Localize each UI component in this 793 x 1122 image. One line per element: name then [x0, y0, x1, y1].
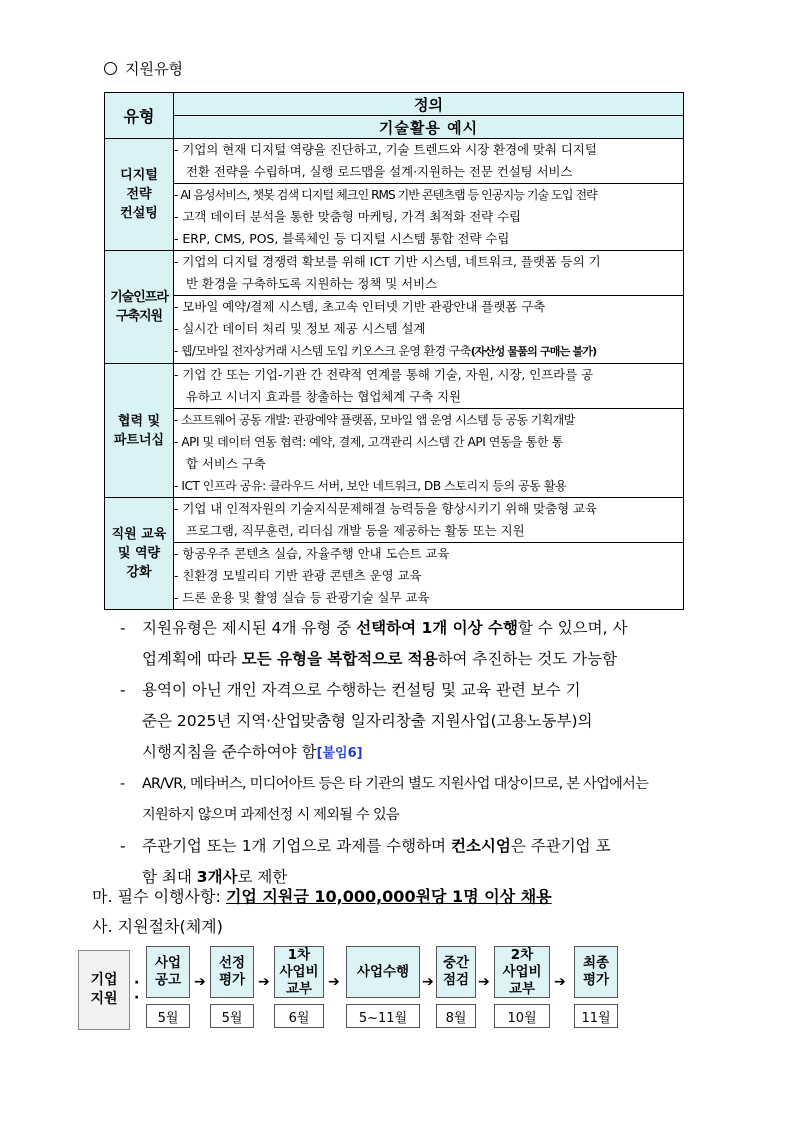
type-name: 디지털 전략 컨설팅	[105, 139, 174, 251]
header-type: 유형	[105, 93, 174, 139]
table-row	[105, 498, 684, 543]
table-row	[105, 251, 684, 296]
header-examples: 기술활용 예시	[174, 116, 684, 139]
procedure-heading: 사. 지원절차(체계)	[92, 917, 223, 936]
step-label: 중간 점검	[436, 946, 476, 998]
example-item: - ICT 인프라 공유: 클라우드 서버, 보안 네트워크, DB 스토리지 등의 공동 활용	[174, 479, 567, 493]
required-obligation: 마. 필수 이행사항: 기업 지원금 10,000,000원당 1명 이상 채용	[92, 887, 552, 906]
step-label: 선정 평가	[210, 946, 254, 998]
flow-step	[574, 946, 618, 1028]
step-label: 1차 사업비 교부	[274, 946, 324, 998]
flow-dots: · ·	[134, 975, 140, 1006]
arrow-right-icon: ➔	[258, 974, 270, 990]
step-label: 사업 공고	[146, 946, 190, 998]
type-definition: - 기업의 현재 디지털 역량을 진단하고, 기술 트렌드와 시장 환경에 맞춰 디지털 전환 전략을 수립하며, 실행 로드맵을 설계·지원하는 전문 컨설팅 서비스	[174, 139, 684, 184]
type-definition: - 기업의 디지털 경쟁력 확보를 위해 ICT 기반 시스템, 네트워크, 플랫폼 등의 기 반 환경을 구축하도록 지원하는 정책 및 서비스	[174, 251, 684, 296]
type-examples	[174, 296, 684, 364]
example-item: - 고객 데이터 분석을 통한 맞춤형 마케팅, 가격 최적화 전략 수립	[174, 209, 522, 224]
type-name: 기술인프라 구축지원	[105, 251, 174, 364]
arrow-right-icon: ➔	[554, 974, 566, 990]
example-item: 합 서비스 구축	[186, 456, 266, 471]
note-item: - 용역이 아닌 개인 자격으로 수행하는 컨설팅 및 교육 관련 보수 기 준은 2025년 지역·산업맞춤형 일자리창출 지원사업(고용노동부)의 시행지침을 준수하여야 함[붙임6]	[120, 681, 593, 761]
step-month: 5~11월	[346, 1004, 420, 1028]
arrow-right-icon: ➔	[194, 974, 206, 990]
example-item: - 드론 운용 및 촬영 실습 등 관광기술 실무 교육	[174, 590, 430, 605]
table-row	[105, 139, 684, 184]
arrow-right-icon: ➔	[478, 974, 490, 990]
flow-step	[274, 946, 324, 1028]
type-examples	[174, 184, 684, 251]
procedure-flow	[78, 946, 623, 1034]
note-item: - 주관기업 또는 1개 기업으로 과제를 수행하며 컨소시엄은 주관기업 포 함 최대 3개사로 제한	[120, 837, 611, 886]
support-type-table	[104, 92, 684, 610]
example-item: - 소프트웨어 공동 개발: 관광예약 플랫폼, 모바일 앱 운영 시스템 등 공동 기획개발	[174, 413, 575, 427]
type-definition: - 기업 간 또는 기업-기관 간 전략적 연계를 통해 기술, 자원, 시장, 인프라를 공 유하고 시너지 효과를 창출하는 협업체계 구축 지원	[174, 364, 684, 409]
appendix-reference: [붙임6]	[316, 746, 363, 761]
step-month: 10월	[494, 1004, 550, 1028]
type-examples	[174, 543, 684, 610]
arrow-right-icon: ➔	[328, 974, 340, 990]
example-item: - 항공우주 콘텐츠 실습, 자율주행 안내 도슨트 교육	[174, 546, 450, 561]
flow-step	[346, 946, 420, 1028]
step-month: 5월	[210, 1004, 254, 1028]
table-row	[105, 364, 684, 409]
step-label: 사업수행	[346, 946, 420, 998]
step-month: 6월	[274, 1004, 324, 1028]
flow-start-box: 기업 지원	[78, 950, 130, 1030]
type-definition: - 기업 내 인적자원의 기술지식문제해결 능력등을 향상시키기 위해 맞춤형 교육 프로그램, 직무훈련, 리더십 개발 등을 제공하는 활동 또는 지원	[174, 498, 684, 543]
arrow-right-icon: ➔	[422, 974, 434, 990]
step-label: 2차 사업비 교부	[494, 946, 550, 998]
example-item: - AI 음성서비스, 챗봇 검색 디지털 체크인 RMS 기반 콘텐츠랩 등 인공지능 기술 도입 전략	[174, 188, 597, 202]
note-item: - 지원유형은 제시된 4개 유형 중 선택하여 1개 이상 수행할 수 있으며, 사 업계획에 따라 모든 유형을 복합적으로 적용하여 추진하는 것도 가능함	[120, 619, 628, 668]
example-item: - 실시간 데이터 처리 및 정보 제공 시스템 설계	[174, 321, 426, 336]
example-item: - 친환경 모빌리티 기반 관광 콘텐츠 운영 교육	[174, 568, 422, 583]
type-name: 협력 및 파트너십	[105, 364, 174, 498]
example-item: - ERP, CMS, POS, 블록체인 등 디지털 시스템 통합 전략 수립	[174, 231, 510, 246]
example-item: - 모바일 예약/결제 시스템, 초고속 인터넷 기반 관광안내 플랫폼 구축	[174, 299, 546, 314]
flow-step	[494, 946, 550, 1028]
section-heading	[104, 58, 183, 79]
flow-step	[436, 946, 476, 1028]
step-label: 최종 평가	[574, 946, 618, 998]
flow-step	[210, 946, 254, 1028]
header-definition: 정의	[174, 93, 684, 116]
flow-step	[146, 946, 190, 1028]
note-item: - AR/VR, 메타버스, 미디어아트 등은 타 기관의 별도 지원사업 대상이므로, 본 사업에서는 지원하지 않으며 과제선정 시 제외될 수 있음	[120, 776, 649, 823]
notes-list	[120, 613, 720, 893]
example-item: - 웹/모바일 전자상거래 시스템 도입 키오스크 운영 환경 구축(자산성 물품의 구매는 불가)	[174, 344, 597, 358]
circle-bullet-icon	[104, 62, 117, 75]
type-name: 직원 교육 및 역량 강화	[105, 498, 174, 610]
type-examples	[174, 409, 684, 498]
step-month: 5월	[146, 1004, 190, 1028]
section-title: 지원유형	[125, 60, 183, 78]
step-month: 8월	[436, 1004, 476, 1028]
step-month: 11월	[574, 1004, 618, 1028]
example-item: - API 및 데이터 연동 협력: 예약, 결제, 고객관리 시스템 간 API 연동을 통한 통	[174, 435, 563, 449]
